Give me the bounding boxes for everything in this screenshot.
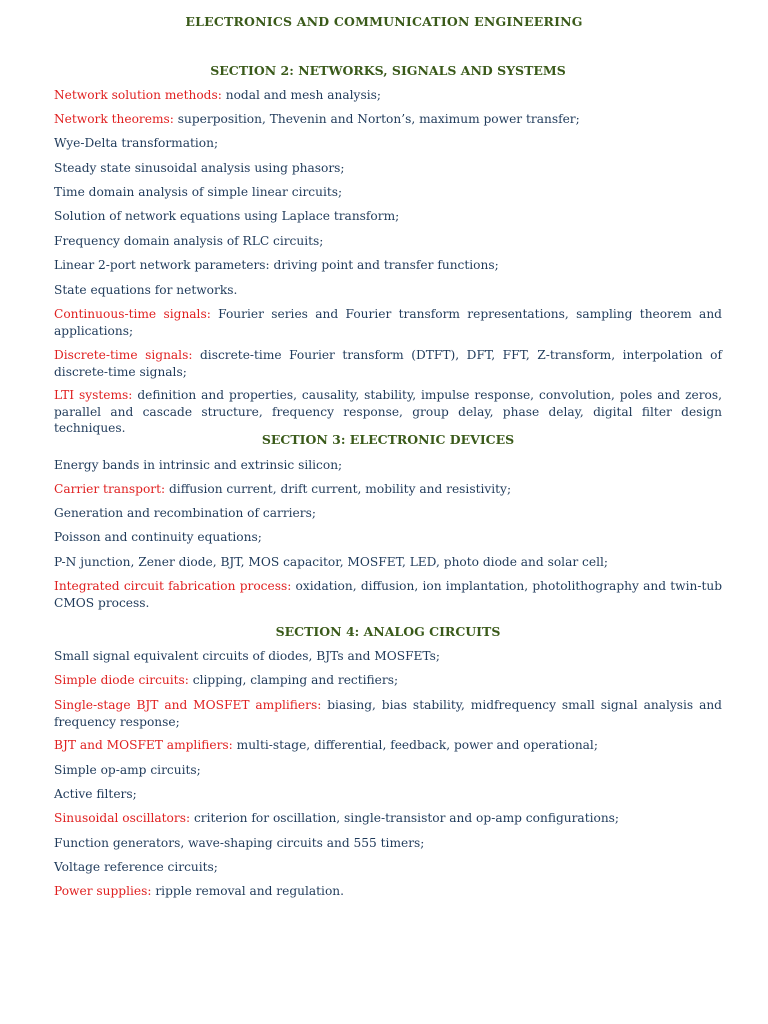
item-text: Fourier series and Fourier transform representations, sampling theorem and applications; — [54, 307, 722, 338]
list-item — [54, 111, 722, 128]
list-item — [54, 135, 722, 152]
list-item — [54, 810, 722, 827]
list-item — [54, 208, 722, 225]
list-item — [54, 457, 722, 474]
item-text: clipping, clamping and rectifiers; — [188, 673, 399, 687]
list-item — [54, 883, 722, 900]
item-text: Generation and recombination of carriers; — [54, 506, 316, 520]
list-item — [54, 835, 722, 852]
item-text: Linear 2-port network parameters: driving point and transfer functions; — [54, 258, 499, 272]
item-text: definition and properties, causality, stability, impulse response, convolution, poles and zeros, parallel and cascade structure, frequency response, group delay, phase delay, digital filter design techniques. — [54, 388, 722, 435]
item-text: Solution of network equations using Laplace transform; — [54, 209, 400, 223]
item-text: State equations for networks. — [54, 283, 238, 297]
item-text: Simple op-amp circuits; — [54, 763, 201, 777]
item-label: Discrete-time signals: — [54, 348, 193, 362]
item-text: nodal and mesh analysis; — [221, 88, 381, 102]
item-text: Steady state sinusoidal analysis using phasors; — [54, 161, 345, 175]
list-item — [54, 306, 722, 339]
item-text: Small signal equivalent circuits of diodes, BJTs and MOSFETs; — [54, 649, 441, 663]
item-label: Simple diode circuits: — [54, 673, 189, 687]
item-text: oxidation, diffusion, ion implantation, photolithography and twin-tub CMOS process. — [54, 579, 723, 610]
item-text: superposition, Thevenin and Norton’s, maximum power transfer; — [173, 112, 580, 126]
item-label: Continuous-time signals: — [54, 307, 211, 321]
item-label: Power supplies: — [54, 884, 152, 898]
list-item — [54, 257, 722, 274]
section-heading: SECTION 3: ELECTRONIC DEVICES — [261, 432, 515, 447]
list-item — [54, 762, 722, 779]
list-item — [54, 648, 722, 665]
item-text: Active filters; — [54, 787, 137, 801]
list-item — [54, 184, 722, 201]
item-label: BJT and MOSFET amplifiers: — [54, 738, 233, 752]
item-label: Carrier transport: — [54, 482, 166, 496]
item-label: Network theorems: — [54, 112, 174, 126]
item-text: ripple removal and regulation. — [151, 884, 345, 898]
list-item — [54, 859, 722, 876]
list-item — [54, 233, 722, 250]
list-item — [54, 737, 722, 754]
item-text: biasing, bias stability, midfrequency small signal analysis and frequency response; — [54, 698, 722, 729]
document-title: ELECTRONICS AND COMMUNICATION ENGINEERING — [185, 14, 583, 29]
list-item — [54, 481, 722, 498]
list-item — [54, 529, 722, 546]
item-label: Sinusoidal oscillators: — [54, 811, 191, 825]
item-text: Poisson and continuity equations; — [54, 530, 262, 544]
item-text: criterion for oscillation, single-transistor and op-amp configurations; — [190, 811, 620, 825]
list-item — [54, 87, 722, 104]
item-text: Frequency domain analysis of RLC circuits; — [54, 234, 324, 248]
item-text: Wye-Delta transformation; — [54, 136, 219, 150]
item-text: Time domain analysis of simple linear circuits; — [54, 185, 343, 199]
list-item — [54, 282, 722, 299]
list-item — [54, 554, 722, 571]
list-item — [54, 347, 722, 380]
item-text: P-N junction, Zener diode, BJT, MOS capacitor, MOSFET, LED, photo diode and solar cell; — [54, 555, 608, 569]
list-item — [54, 505, 722, 522]
list-item — [54, 160, 722, 177]
list-item — [54, 387, 722, 437]
list-item — [54, 672, 722, 689]
item-text: Energy bands in intrinsic and extrinsic silicon; — [54, 458, 343, 472]
item-text: Voltage reference circuits; — [54, 860, 218, 874]
section-heading: SECTION 2: NETWORKS, SIGNALS AND SYSTEMS — [210, 63, 566, 78]
list-item — [54, 786, 722, 803]
item-text: discrete-time Fourier transform (DTFT), DFT, FFT, Z-transform, interpolation of discrete-time signals; — [54, 348, 722, 379]
item-label: Network solution methods: — [54, 88, 222, 102]
item-text: diffusion current, drift current, mobility and resistivity; — [165, 482, 512, 496]
item-label: Integrated circuit fabrication process: — [54, 579, 292, 593]
section-heading: SECTION 4: ANALOG CIRCUITS — [275, 624, 501, 639]
item-text: multi-stage, differential, feedback, power and operational; — [232, 738, 598, 752]
list-item — [54, 697, 722, 730]
item-text: Function generators, wave-shaping circuits and 555 timers; — [54, 836, 425, 850]
list-item — [54, 578, 722, 611]
item-label: LTI systems: — [54, 388, 133, 402]
item-label: Single-stage BJT and MOSFET amplifiers: — [54, 698, 322, 712]
